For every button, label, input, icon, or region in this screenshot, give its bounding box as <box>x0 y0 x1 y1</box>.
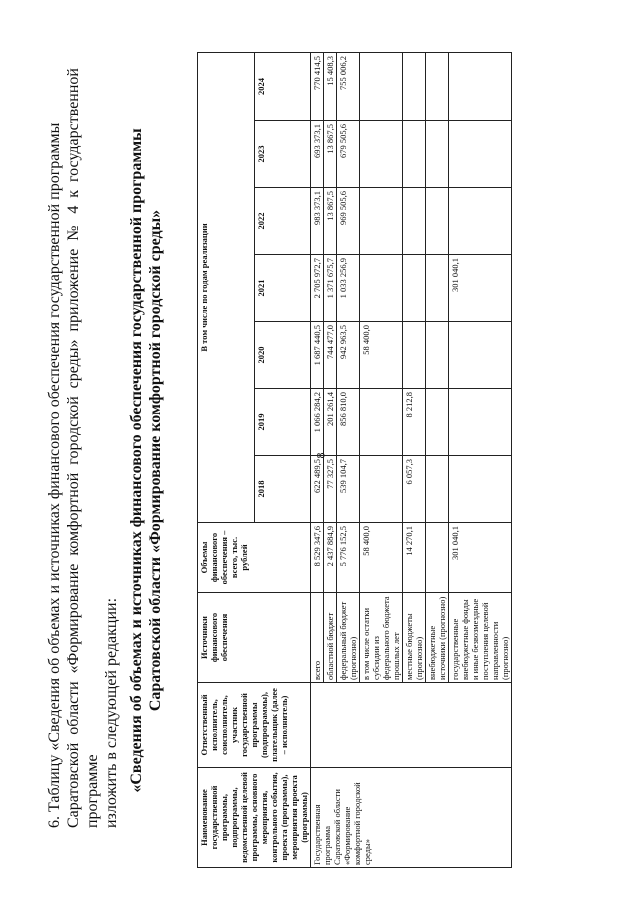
year-cell <box>403 255 426 322</box>
header-year: 2023 <box>254 121 311 188</box>
header-name: Наименование государственной программы, подпрограммы, ведомственной целевой программы, основного мероприятия, контрольного события, проекта (программы), мероприятия проекта (программы) <box>198 768 311 868</box>
total-cell: 5 776 152,5 <box>337 523 360 593</box>
total-cell: 2 437 884,9 <box>324 523 337 593</box>
year-cell: 983 373,1 <box>311 188 324 255</box>
table-title <box>127 53 165 868</box>
year-cell <box>449 188 512 255</box>
year-cell <box>360 389 403 456</box>
year-cell <box>360 255 403 322</box>
source-cell: внебюджетные источники (прогнозно) <box>426 593 449 683</box>
year-cell <box>360 121 403 188</box>
year-cell: 770 414,5 <box>311 52 324 120</box>
year-cell <box>449 121 512 188</box>
year-cell <box>449 322 512 389</box>
year-cell <box>449 456 512 523</box>
year-cell: 201 261,4 <box>324 389 337 456</box>
year-cell: 1 371 675,7 <box>324 255 337 322</box>
year-cell: 8 212,8 <box>403 389 426 456</box>
intro-paragraph <box>45 68 121 828</box>
financing-table <box>197 52 512 868</box>
year-cell <box>426 322 449 389</box>
total-cell: 301 040,1 <box>449 523 512 593</box>
header-executor: Ответственный исполнитель, соисполнитель, участник государственной программы (подпрограммы), плательщик (далее – исполнитель) <box>198 683 311 768</box>
year-cell <box>360 188 403 255</box>
year-cell: 1 687 440,5 <box>311 322 324 389</box>
program-name-line-1: Государственная программа <box>312 804 332 865</box>
source-cell: в том числе остатки субсидии из федерального бюджета прошлых лет <box>360 593 403 683</box>
year-cell: 6 057,3 <box>403 456 426 523</box>
year-cell: 2 705 972,7 <box>311 255 324 322</box>
year-cell: 622 489,5 <box>311 456 324 523</box>
year-cell <box>426 255 449 322</box>
year-cell <box>426 52 449 120</box>
program-name-line-2: Саратовской области «Формирование комфортной городской среды» <box>332 782 372 865</box>
year-cell: 1 066 284,2 <box>311 389 324 456</box>
year-cell: 13 867,5 <box>324 188 337 255</box>
year-cell <box>403 52 426 120</box>
header-row-1 <box>198 52 255 867</box>
header-year: 2019 <box>254 389 311 456</box>
year-cell: 15 408,3 <box>324 52 337 120</box>
source-cell: государственные внебюджетные фонды и иные безвозмездные поступления целевой направленности (прогнозно) <box>449 593 512 683</box>
year-cell <box>449 389 512 456</box>
year-cell <box>360 52 403 120</box>
table-title-line-2: Саратовской области «Формирование комфортной городской среды» <box>147 209 164 712</box>
year-cell: 744 477,0 <box>324 322 337 389</box>
total-cell: 58 400,0 <box>360 523 403 593</box>
year-cell <box>403 188 426 255</box>
year-cell: 539 104,7 <box>337 456 360 523</box>
table-title-line-1: «Сведения об объемах и источниках финансового обеспечения государственной программы <box>128 128 145 793</box>
year-cell: 942 963,5 <box>337 322 360 389</box>
year-cell: 755 006,2 <box>337 52 360 120</box>
year-cell <box>426 456 449 523</box>
year-cell: 693 373,1 <box>311 121 324 188</box>
header-by-years: В том числе по годам реализации <box>198 52 255 522</box>
page-number: 8 <box>313 452 328 459</box>
header-year: 2021 <box>254 255 311 322</box>
year-cell: 13 867,5 <box>324 121 337 188</box>
header-volume: Объемы финансового обеспечения – всего, тыс. рублей <box>198 523 311 593</box>
year-cell: 856 810,0 <box>337 389 360 456</box>
intro-line-3: изложить в следующей редакции: <box>103 597 120 828</box>
intro-line-2: Саратовской области «Формирование комфортной городской среды» приложение № 4 к государственной программе <box>65 68 101 828</box>
intro-line-1: 6. Таблицу «Сведения об объемах и источниках финансового обеспечения государственной программы <box>46 122 63 828</box>
year-cell <box>426 188 449 255</box>
source-cell: всего <box>311 593 324 683</box>
year-cell: 969 505,6 <box>337 188 360 255</box>
header-year: 2020 <box>254 322 311 389</box>
year-cell: 679 505,6 <box>337 121 360 188</box>
year-cell <box>403 121 426 188</box>
total-cell: 8 529 347,6 <box>311 523 324 593</box>
year-cell <box>426 121 449 188</box>
year-cell <box>426 389 449 456</box>
year-cell: 301 040,1 <box>449 255 512 322</box>
table-row <box>311 52 324 867</box>
year-cell: 1 033 256,9 <box>337 255 360 322</box>
total-cell: 14 270,1 <box>403 523 426 593</box>
source-cell: областной бюджет <box>324 593 337 683</box>
program-name-cell <box>311 768 512 868</box>
year-cell <box>360 456 403 523</box>
header-year: 2018 <box>254 456 311 523</box>
year-cell: 58 400,0 <box>360 322 403 389</box>
year-cell <box>449 52 512 120</box>
source-cell: местные бюджеты (прогнозно) <box>403 593 426 683</box>
header-source: Источники финансового обеспечения <box>198 593 311 683</box>
total-cell <box>426 523 449 593</box>
source-cell: федеральный бюджет (прогнозно) <box>337 593 360 683</box>
year-cell: 77 327,5 <box>324 456 337 523</box>
rotated-page-content <box>45 53 629 868</box>
header-year: 2022 <box>254 188 311 255</box>
header-year: 2024 <box>254 52 311 120</box>
executor-cell <box>311 683 512 768</box>
year-cell <box>403 322 426 389</box>
